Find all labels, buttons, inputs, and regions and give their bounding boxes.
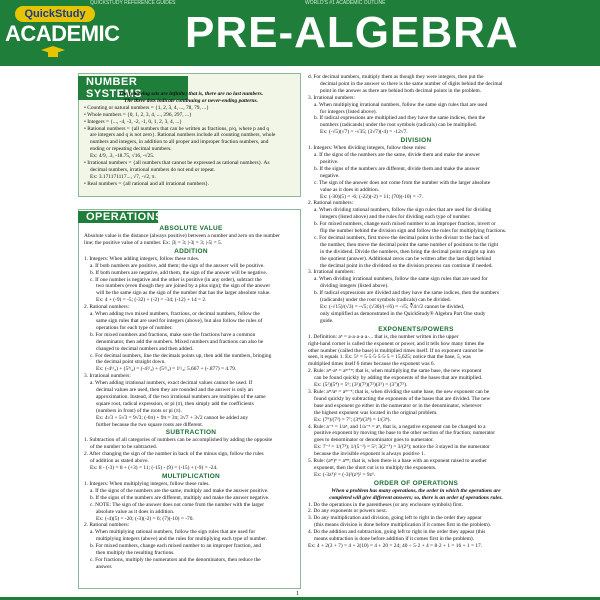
text-line: right-hand corner is called the exponent or power, and it tells how many times the (308, 340, 485, 347)
text-line: line; the positive value of a number. Ex: |3| = 3; |-3| = 3; |-5| = 5. (84, 239, 223, 246)
text-line: a. When adding two mixed numbers, fractions, or decimal numbers, follow the (90, 311, 260, 318)
right-column-text (308, 74, 524, 550)
text-line: d. For decimal numbers, multiply them as though they were integers, then put the (308, 74, 484, 80)
text-line: 2. Rational numbers: (308, 200, 354, 207)
text-line: Ex: (-4)(5) = -20; (-3)(-2) = 6; (7)(-10) = -70. (96, 515, 194, 522)
text-line: • Counting or natural numbers = {1, 2, 3, 4, ..., 78, 79, ...} (84, 104, 209, 111)
banner-left-text: QUICKSTUDY REFERENCE GUIDES (90, 0, 176, 6)
text-line: for integers (listed above). (320, 108, 377, 115)
text-line: because the invisible exponent is always positive 1. (314, 451, 426, 458)
text-line: 3. Irrational numbers: (84, 373, 131, 380)
text-line: a. If both numbers are positive, add them; the sign of the answer will be positive. (90, 262, 265, 269)
text-line: further because the two square roots are different. (96, 421, 204, 428)
text-line: • Whole numbers = {0, 1, 2, 3, 4, ..., 296, 297, ...} (84, 111, 192, 118)
text-line: will be the same sign as the sign of the number that has the larger absolute value. (96, 290, 271, 297)
operations-heading: OPERATIONS (78, 211, 158, 223)
text-line: two numbers (even though they are joined by a plus sign); the sign of the answer (96, 283, 271, 290)
text-line: a. When dividing irrational numbers, follow the same sign rules that are used for (314, 276, 488, 283)
text-line: decimal numbers, irrational numbers do not end or repeat. (90, 166, 216, 173)
text-line: Ex: 4√3 + 5√3 = 9√3; (-6π) + 9π = 3π; 3√7 + 3√2 cannot be added any (96, 414, 249, 421)
text-line: in the dividend. Divide the numbers, then bring the decimal point straight up into (320, 248, 496, 255)
text-line: Ex: (-√5)(√7) = -√35; (3√7)(-4) = -12√7. (320, 129, 408, 136)
text-line: decimal values are used, then they are rounded and the answer is only an (96, 387, 253, 394)
text-line: seen, it equals 1. Ex: 5⁶ = 5·5·5·5·5·5 = 15,625; notice that the base, 5, was (308, 354, 471, 361)
text-line: Ex: 7⁻³ = 1/(7³); 1/(5⁻²) = 5²; 3(2⁻³) = 3/(2³); notice the 3 stayed in the numerator (314, 444, 490, 451)
text-line: completed will give different answers; so, there is an order of operations rules. (329, 494, 503, 501)
text-line: positive exponent by moving the base to the other section of the fraction; numerator (314, 430, 495, 437)
text-line: answer. (96, 563, 113, 570)
text-line: (numbers in front) of the roots or pi (π). (96, 407, 182, 414)
text-line: Ex: (-4¹/₂) + (5³/₄) = (-4²/₄) + (5³/₄) = 1¹/₄; 5.667 + (-.877) = 4.79. (96, 366, 237, 373)
text-line: can be found quickly by adding the exponents of the bases that are multiplied. (314, 375, 483, 382)
text-line: of addition as stated above. (90, 458, 149, 465)
logo-academic: ACADEMIC (5, 21, 120, 46)
text-line: • Rational numbers = {all numbers that can be written as fractions, p/q, where p and q (84, 125, 270, 132)
text-line: the decimal point in the dividend so the division process can continue if needed. (320, 262, 493, 269)
text-line: numbers and integers, in addition to all proper and improper fraction numbers, and (90, 139, 269, 146)
text-line: approximation. Instead, if the two irrational numbers are multiples of the same (96, 393, 266, 400)
text-line: 3. Rule: aᵐ/aⁿ = aᵐ⁻ⁿ; that is, when dividing the same base, the new exponent can be (308, 388, 490, 395)
text-line: 3. Irrational numbers: (308, 94, 355, 101)
text-line: a. When dividing rational numbers, follow the sign rules that are used for dividing (314, 207, 492, 214)
text-line: are integers and q is not zero}. Rational numbers include all counting numbers, whole (90, 132, 276, 139)
logo-quickstudy: QuickStudy (15, 6, 95, 22)
text-line: b. If the signs of the numbers are different, divide them and make the answer (314, 165, 480, 172)
text-line: c. For decimal numbers, first move the decimal point in the divisor to the back of (314, 234, 490, 241)
text-line: a. When adding irrational numbers, exact decimal values cannot be used. If (90, 380, 253, 387)
text-line: positive. (320, 158, 339, 165)
text-line: The following sets are infinite; that is, there are no last numbers. (118, 91, 264, 97)
text-line: the number, then move the decimal point the same number of positions to the right (320, 241, 499, 248)
text-line: guide. (320, 317, 334, 324)
text-line: a. When multiplying irrational numbers, follow the same sign rules that are used (314, 101, 488, 108)
text-line: other number (called the base) is multiplied times itself. If no exponent cannot be (308, 347, 484, 354)
text-line: negative. (320, 172, 340, 179)
text-line: 2. Rational numbers: (84, 522, 130, 529)
text-line: multiplied times itself 6 times because the exponent was 6. (308, 361, 435, 368)
text-line: 1. Definition: aⁿ = a·a·a·a·a·... that is, the number written in the upper (308, 333, 459, 340)
text-line: • Integers = {..., -4, -3, -2, -1, 0, 1, 2, 3, 4, ...} (84, 118, 182, 125)
text-line: same sign rules that are used for integers (above), but also follow the rules of (96, 317, 263, 324)
number-systems-text (84, 91, 298, 188)
text-line: then multiply the resulting fractions. (96, 550, 175, 557)
text-line: multiplying integers (above) and the rules for multiplying each type of number. (96, 536, 267, 543)
number-systems-heading: NUMBER SYSTEMS (78, 76, 188, 100)
text-line: changed to decimal numbers and then added. (96, 345, 194, 352)
text-line: the quotient (answer). Additional zeros can be written after the last digit behind (320, 255, 492, 262)
order-of-operations-heading: ORDER OF OPERATIONS (373, 479, 459, 487)
text-line: 1. Integers: When multiplying integers, follow these rules. (84, 481, 210, 487)
text-line: Absolute value is the distance (always positive) between a number and zero on the number (84, 233, 280, 239)
text-line: (radicands) under the root symbols (radicals) can be divided. (320, 297, 451, 304)
text-line: 3. Irrational numbers: (308, 269, 355, 276)
text-line: 3. Do any multiplication and division, going left to right in the order they appear (308, 515, 482, 522)
text-line: only simplified as demonstrated in the QuickStudy® Algebra Part One study (320, 310, 486, 317)
text-line: 2. Rule: aᵐ·aⁿ = aᵐ⁺ⁿ; that is, when multiplying the same base, the new exponent (308, 368, 482, 375)
text-line: found quickly by subtracting the exponents of the bases that are divided. The new (314, 395, 491, 402)
text-line: 1. Integers: When adding integers, follow these rules. (84, 255, 200, 262)
text-line: Ex: (-3z³)² = (-3)²(z³)² = 9z⁶. (314, 471, 376, 478)
subtraction-heading: SUBTRACTION (165, 429, 217, 437)
text-line: numbers (radicands) under the root symbols (radicals) can be multiplied. (320, 122, 477, 129)
text-line: Ex: (7⁹)/(7²) = 7⁷; (3⁴)/(3⁸) = 1/(3⁴). (314, 416, 391, 423)
text-line: c. For fractions, multiply the numerators and the denominators, then reduce the (90, 556, 261, 563)
quickstudy-logo (5, 4, 120, 62)
text-line: b. If radical expressions are multiplied and they have the same indices, then the (314, 115, 486, 122)
absolute-value-heading: ABSOLUTE VALUE (159, 225, 223, 232)
text-line: exponent, then the short cut is to multiply the exponents. (314, 464, 437, 471)
text-line: a. If the signs of the numbers are the same, multiply and make the answer positive. (90, 487, 269, 494)
text-line: b. If the signs of the numbers are different, multiply and make the answer negative. (90, 494, 270, 501)
text-line: a. When multiplying rational numbers, follow the sign rules that are used for (90, 529, 256, 536)
text-line: decimal point in the answer so there is the same number of digits behind the decimal (320, 80, 503, 87)
text-line: goes to denominator or denominator goes to numerator. (314, 437, 434, 444)
text-line: means subtraction is done before addition if it comes first in the problem). (314, 536, 475, 543)
text-line: 1. Subtraction of all categories of numbers can be accomplished by adding the opposite (84, 437, 273, 444)
text-line: Ex: (5²)(5⁴) = 5⁶; (3²)(7³)(7²)(3⁵) = (3⁷)(7⁵). (314, 382, 408, 389)
page-number: 1 (296, 591, 299, 597)
text-line: b. For mixed numbers, change each mixed number to an improper fraction, invert or (314, 221, 496, 228)
text-line: integers (listed above) and the rules for dividing each type of number. (320, 214, 471, 221)
text-line: the decimal point straight down. (96, 359, 166, 366)
text-line: of the number to be subtracted. (90, 444, 158, 451)
text-line: (this means division is done before multiplication if it comes first in the problem). (314, 522, 491, 529)
text-line: 5. Rule: (aᵐ)ⁿ = aᵐⁿ; that is, when there is a base with an exponent raised to another (308, 458, 487, 465)
text-line: value as it does in addition. (320, 186, 379, 193)
text-line: Ex: (-√15)/(√3) = -√5; (√30)/(-√6) = -√5; ∛4/√2 cannot be divided, (320, 304, 465, 310)
addition-heading: ADDITION (174, 247, 208, 255)
text-line: a. If the signs of the numbers are the same, divide them and make the answer (314, 152, 481, 159)
text-line: b. For mixed numbers and fractions, make sure the fractions have a common (90, 331, 256, 338)
text-line: 2. Do any exponents or powers next. (308, 508, 388, 515)
text-line: c. If one number is negative and the other is positive (in any order), subtract the (90, 276, 262, 283)
text-line: When a problem has many operations, the order in which the operations are (331, 487, 501, 494)
text-line: denominator, then add the numbers. Mixed numbers and fractions can also be (96, 338, 264, 345)
text-line: c. For decimal numbers, line the decimals points up, then add the numbers, bringing (90, 352, 272, 359)
text-line: Ex: 4 + (-9) = -5; (-32) + (-2) = -34; (-12) + 14 = 2. (96, 297, 207, 304)
text-line: 1. Do the operations in the parentheses (or any enclosure symbols) first. (308, 501, 463, 508)
exponents-heading: EXPONENTS/POWERS (378, 325, 454, 333)
graduation-cap-icon (41, 46, 65, 58)
text-line: operations for each type of number. (96, 324, 173, 331)
text-line: Ex: (-30)(5) = -6; (-22)(-2) = 11; (70)(-10) = -7. (320, 193, 423, 200)
page-title: PRE-ALGEBRA (185, 8, 519, 57)
text-line: 2. After changing the sign of the number in back of the minus sign, follow the rules (84, 451, 264, 458)
header-banner (0, 0, 600, 66)
text-line: c. The sign of the answer does not come from the number with the larger absolute (314, 179, 491, 186)
division-heading: DIVISION (400, 137, 432, 145)
text-line: point in the answer as there are behind both decimal points in the problem. (320, 87, 482, 94)
text-line: the highest exponent was located in the original problem. (314, 409, 438, 416)
multiplication-heading: MULTIPLICATION (161, 473, 221, 480)
text-line: base and exponent go either in the numerator or in the denominator, wherever (314, 402, 482, 409)
text-line: b. If both numbers are negative, add them, the sign of the answer will be negative. (90, 269, 268, 276)
text-line: • Irrational numbers = {all numbers that cannot be expressed as rational numbers}. As (84, 160, 270, 167)
text-line: Ex: 8 - (-3) = 8 + (+3) = 11; (-15) - (9) = (-15) + (-9) = -24. (90, 465, 218, 472)
text-line: Ex: 4/9, .3, -18.75, √16, -√25. (90, 153, 155, 160)
text-line: Ex: 3.171171117..., √7, -√2, π. (90, 173, 156, 180)
text-line: Ex: 4 + 2(3 + 7) = 4 + 2(10) = 4 + 20 = 24; 40 ÷ 5·2 + 4 = 8·2 + 1 = 16 + 1 = 17. (308, 543, 483, 549)
text-line: ending or repeating decimal numbers. (90, 146, 172, 153)
text-line: flip the number behind the division sign and follow the rules for multiplying fractions. (320, 228, 507, 235)
text-line: b. If radical expressions are divided and they have the same indices, then the numbers (314, 290, 500, 297)
text-line: dividing integers (listed above). (320, 283, 389, 290)
banner-right-text: WORLD'S #1 ACADEMIC OUTLINE (305, 0, 386, 6)
text-line: absolute value as it does in addition. (96, 508, 175, 515)
text-line: c. NOTE: The sign of the answer does not come from the number with the larger (90, 501, 265, 508)
text-line: 4. Rule: a⁻ⁿ = 1/aⁿ, and 1/a⁻ⁿ = aⁿ, that is, a negative exponent can be changed to a (308, 423, 486, 430)
text-line: square root, radical expression, or pi (π), then simply add the coefficients (96, 400, 254, 407)
operations-text (84, 224, 298, 571)
text-line: b. For mixed numbers, change each mixed number to an improper fraction, and (90, 543, 262, 550)
text-line: 2. Rational numbers: (84, 304, 130, 311)
text-line: 4. Do the addition and subtraction, going left to right in the order they appear (this (308, 529, 486, 536)
text-line: The three dots indicate continuing or never-ending patterns. (124, 97, 258, 104)
text-line: 1. Integers: When dividing integers, follow these rules: (308, 145, 427, 152)
text-line: • Real numbers = {all rational and all irrational numbers}. (84, 180, 210, 187)
